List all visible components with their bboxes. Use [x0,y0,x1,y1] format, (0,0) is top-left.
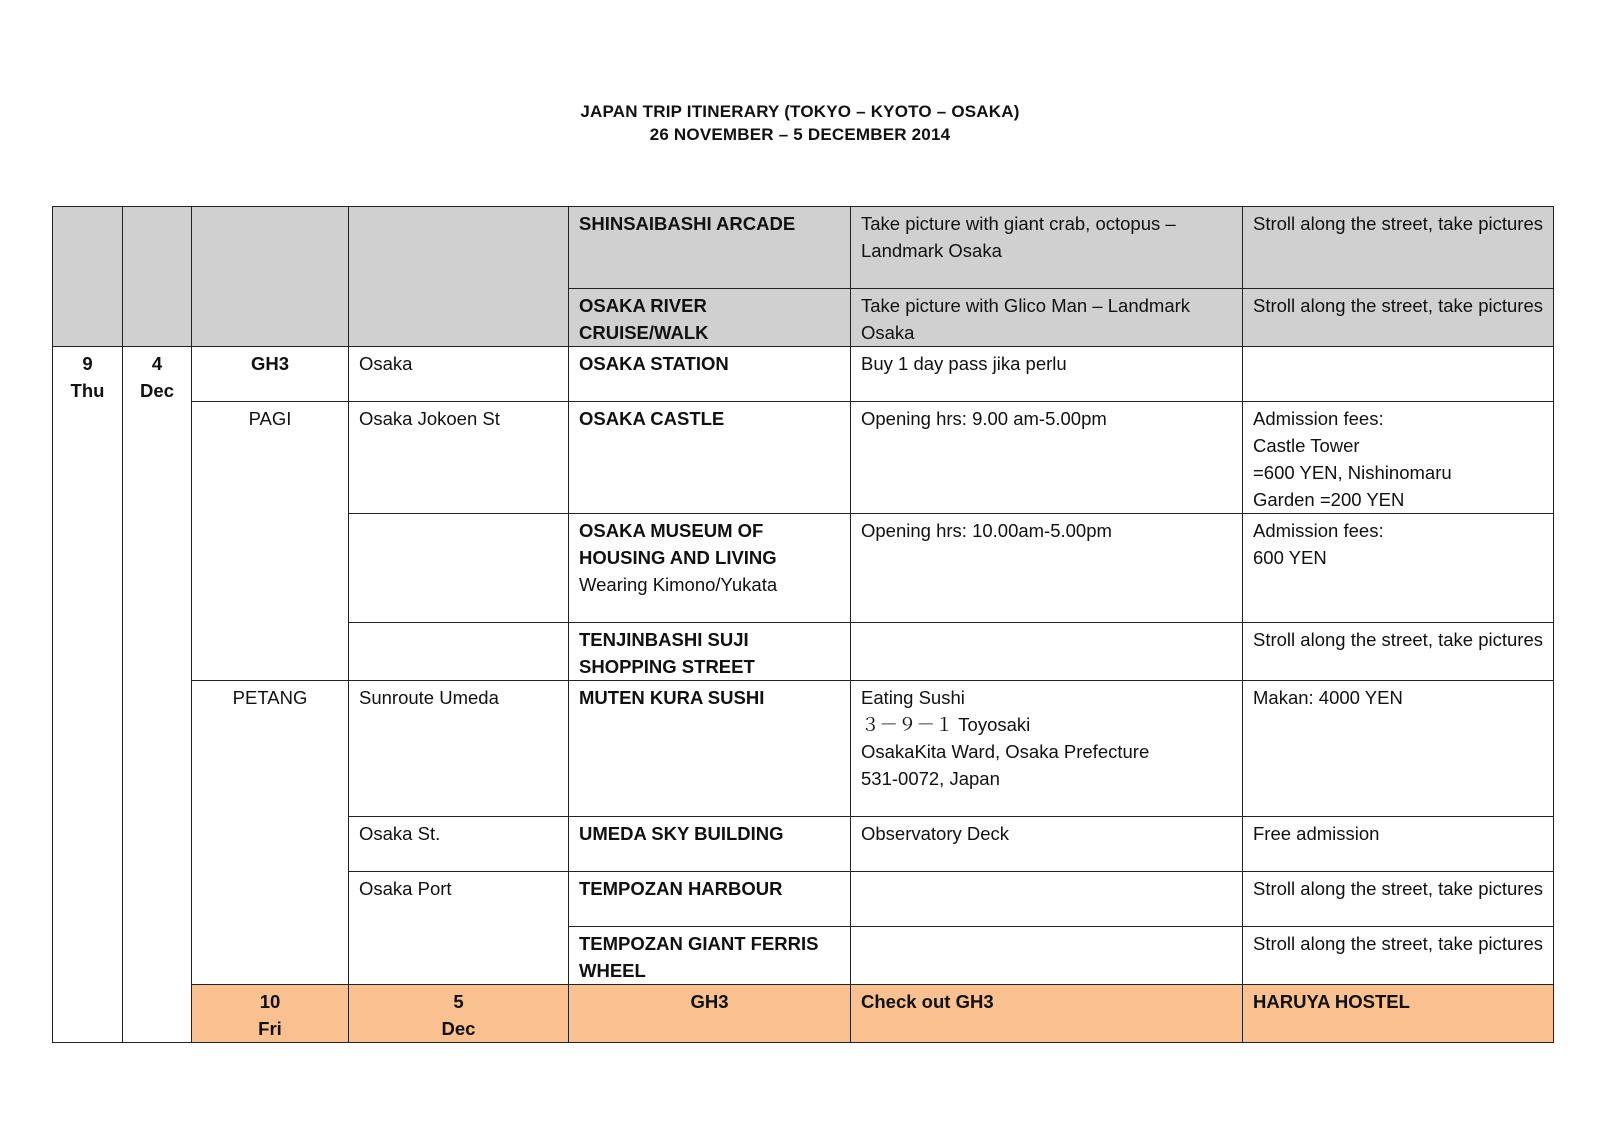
place-cell: TEMPOZAN HARBOUR [569,872,851,927]
table-row [53,681,1554,817]
detail-cell: Opening hrs: 10.00am-5.00pm [851,514,1243,623]
location-cell: Osaka Jokoen St [349,402,569,514]
itinerary-table [52,206,1554,1043]
detail-cell: Buy 1 day pass jika perlu [851,347,1243,402]
place-cell: UMEDA SKY BUILDING [569,817,851,872]
location-cell [349,514,569,623]
detail-cell [851,623,1243,681]
detail-line: 531-0072, Japan [861,768,1000,789]
accommodation-cell: GH3 [569,985,851,1043]
detail-line: OsakaKita Ward, Osaka Prefecture [861,741,1150,762]
cell-blank [123,207,192,347]
table-row [53,402,1554,514]
cell-blank [192,207,349,347]
day-name: Thu [70,380,105,401]
note-line: 600 YEN [1253,547,1327,568]
title-line-2: 26 NOVEMBER – 5 DECEMBER 2014 [649,125,951,144]
day-name: Fri [258,1018,282,1039]
detail-cell: Opening hrs: 9.00 am-5.00pm [851,402,1243,514]
place-cell: TENJINBASHI SUJI SHOPPING STREET [569,623,851,681]
day-number: 9 [82,353,93,374]
detail-cell: Take picture with giant crab, octopus – Landmark Osaka [851,207,1243,289]
time-cell: PETANG [192,681,349,985]
date-cell [123,347,192,1043]
note-cell: Stroll along the street, take pictures [1243,872,1554,927]
cell-blank [53,207,123,347]
table-row [53,985,1554,1043]
note-cell: Stroll along the street, take pictures [1243,289,1554,347]
day-number: 10 [259,991,281,1012]
cell-blank [349,207,569,347]
date-number: 4 [151,353,163,374]
place-cell: MUTEN KURA SUSHI [569,681,851,817]
day-cell [192,985,349,1043]
detail-line: ３－９－１ Toyosaki [861,714,1031,735]
detail-line: Eating Sushi [861,687,965,708]
day-cell [53,347,123,1043]
detail-cell: Observatory Deck [851,817,1243,872]
note-line: Admission fees: [1253,408,1384,429]
date-month: Dec [140,380,174,401]
date-number: 5 [453,991,464,1012]
title-line-1: JAPAN TRIP ITINERARY (TOKYO – KYOTO – OSAKA) [580,102,1020,121]
note-line: =600 YEN, Nishinomaru [1253,462,1452,483]
location-cell: Osaka St. [349,817,569,872]
date-month: Dec [441,1018,476,1039]
note-cell: Makan: 4000 YEN [1243,681,1554,817]
detail-cell: Take picture with Glico Man – Landmark Osaka [851,289,1243,347]
document-title [0,100,1600,146]
place-cell: HARUYA HOSTEL [1243,985,1554,1043]
place-cell: OSAKA CASTLE [569,402,851,514]
accommodation-cell: GH3 [192,347,349,402]
location-cell: Check out GH3 [851,985,1243,1043]
location-cell: Sunroute Umeda [349,681,569,817]
note-cell: Stroll along the street, take pictures [1243,207,1554,289]
table-row [53,347,1554,402]
location-cell: Osaka [349,347,569,402]
note-cell [1243,402,1554,514]
note-cell [1243,347,1554,402]
time-cell: PAGI [192,402,349,681]
place-subtitle: Wearing Kimono/Yukata [579,574,778,595]
place-line: HOUSING AND LIVING [579,547,777,568]
note-line: Admission fees: [1253,520,1384,541]
note-cell: Free admission [1243,817,1554,872]
detail-cell [851,681,1243,817]
date-cell [349,985,569,1043]
location-cell: Osaka Port [349,872,569,985]
location-cell [349,623,569,681]
note-line: Castle Tower [1253,435,1360,456]
place-cell: OSAKA STATION [569,347,851,402]
detail-cell [851,872,1243,927]
place-cell: SHINSAIBASHI ARCADE [569,207,851,289]
table-row [53,207,1554,289]
note-cell [1243,514,1554,623]
place-cell [569,514,851,623]
place-line: OSAKA MUSEUM OF [579,520,764,541]
place-cell: OSAKA RIVER CRUISE/WALK [569,289,851,347]
detail-cell [851,927,1243,985]
place-cell: TEMPOZAN GIANT FERRIS WHEEL [569,927,851,985]
note-line: Garden =200 YEN [1253,489,1405,510]
note-cell: Stroll along the street, take pictures [1243,623,1554,681]
note-cell: Stroll along the street, take pictures [1243,927,1554,985]
